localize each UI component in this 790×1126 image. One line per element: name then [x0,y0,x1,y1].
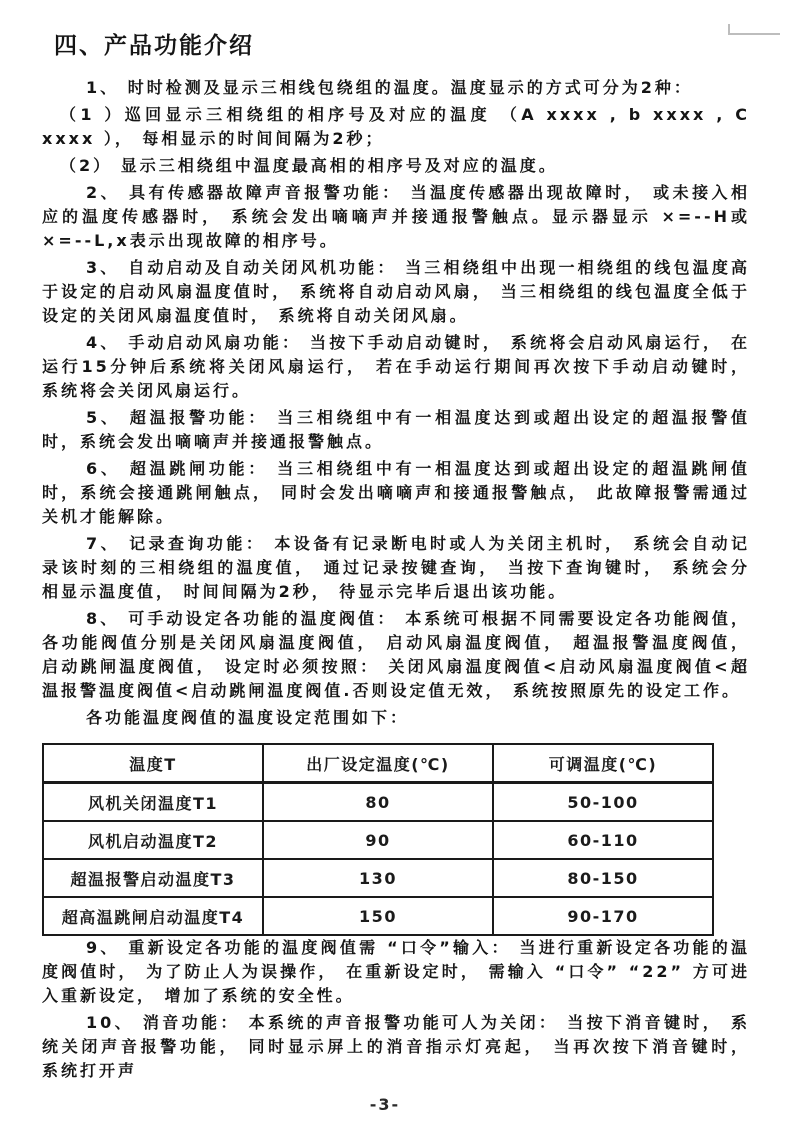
temperature-threshold-table [42,743,714,936]
table-header-temperature: 温度T [43,744,263,783]
table-cell-t1-name: 风机关闭温度T1 [43,783,263,822]
table-cell-t3-range: 80-150 [493,859,713,897]
table-cell-t2-factory: 90 [263,821,493,859]
table-row [43,821,713,859]
table-cell-t3-name: 超温报警启动温度T3 [43,859,263,897]
table-row [43,783,713,822]
paragraph-4: 4、 手动启动风扇功能： 当按下手动启动键时， 系统将会启动风扇运行， 在运行15分钟后系统将关闭风扇运行， 若在手动运行期间再次按下手动启动键时， 系统将会关闭风扇运行。 [42,333,750,400]
table-header-row [43,744,713,783]
paragraph-8: 8、 可手动设定各功能的温度阀值： 本系统可根据不同需要设定各功能阀值， 各功能阀值分别是关闭风扇温度阀值， 启动风扇温度阀值， 超温报警温度阀值， 启动跳闸温度阀值， 设定时必须按照： 关闭风扇温度阀值<启动风扇温度阀值<超温报警温度阀值<启动跳闸温度阀值.否则设定值无效， 系统按照原先的设定工作。 [42,609,750,700]
table-cell-t4-name: 超高温跳闸启动温度T4 [43,897,263,935]
table-cell-t3-factory: 130 [263,859,493,897]
paragraph-6: 6、 超温跳闸功能： 当三相绕组中有一相温度达到或超出设定的超温跳闸值时，系统会接通跳闸触点， 同时会发出嘀嘀声和接通报警触点， 此故障报警需通过关机才能解除。 [42,459,750,526]
paragraph-2: 2、 具有传感器故障声音报警功能： 当温度传感器出现故障时， 或未接入相应的温度传感器时， 系统会发出嘀嘀声并接通报警触点。显示器显示 ×=--H或 ×=--L,x表示出现故障的相序号。 [42,183,750,250]
table-header-adjustable-range: 可调温度(℃) [493,744,713,783]
paragraph-5: 5、 超温报警功能： 当三相绕组中有一相温度达到或超出设定的超温报警值时，系统会发出嘀嘀声并接通报警触点。 [42,408,750,451]
table-cell-t2-name: 风机启动温度T2 [43,821,263,859]
page-number: -3- [369,1095,401,1114]
paragraph-9: 9、 重新设定各功能的温度阀值需 “口令”输入： 当进行重新设定各功能的温度阀值时， 为了防止人为误操作， 在重新设定时， 需输入 “口令” “22” 方可进入重新设定， 增加了系统的安全性。 [42,938,750,1005]
paragraph-1-sub-1: （1 ）巡回显示三相绕组的相序号及对应的温度 （A xxxx , b xxxx , C xxxx ）， 每相显示的时间间隔为2秒； [42,105,750,148]
paragraph-7: 7、 记录查询功能： 本设备有记录断电时或人为关闭主机时， 系统会自动记录该时刻的三相绕组的温度值， 通过记录按键查询， 当按下查询键时， 系统会分相显示温度值， 时间间隔为2秒， 待显示完毕后退出该功能。 [42,534,750,601]
table-cell-t1-range: 50-100 [493,783,713,822]
table-header-factory-setting: 出厂设定温度(℃) [263,744,493,783]
table-row [43,859,713,897]
table-cell-t4-range: 90-170 [493,897,713,935]
scan-artifact-corner [728,24,780,35]
table-cell-t1-factory: 80 [263,783,493,822]
table-cell-t2-range: 60-110 [493,821,713,859]
table-row [43,897,713,935]
paragraph-1-sub-2: （2） 显示三相绕组中温度最高相的相序号及对应的温度。 [60,156,558,175]
paragraph-1: 1、 时时检测及显示三相线包绕组的温度。温度显示的方式可分为2种： [86,78,693,97]
table-intro: 各功能温度阀值的温度设定范围如下： [86,708,410,727]
page-title: 四、产品功能介绍 [54,33,254,59]
paragraph-3: 3、 自动启动及自动关闭风机功能： 当三相绕组中出现一相绕组的线包温度高于设定的启动风扇温度值时， 系统将自动启动风扇， 当三相绕组的线包温度全低于设定的关闭风扇温度值时， 系统将自动关闭风扇。 [42,258,750,325]
paragraph-10: 10、 消音功能： 本系统的声音报警功能可人为关闭： 当按下消音键时， 系统关闭声音报警功能， 同时显示屏上的消音指示灯亮起， 当再次按下消音键时， 系统打开声 [42,1013,750,1080]
table-cell-t4-factory: 150 [263,897,493,935]
